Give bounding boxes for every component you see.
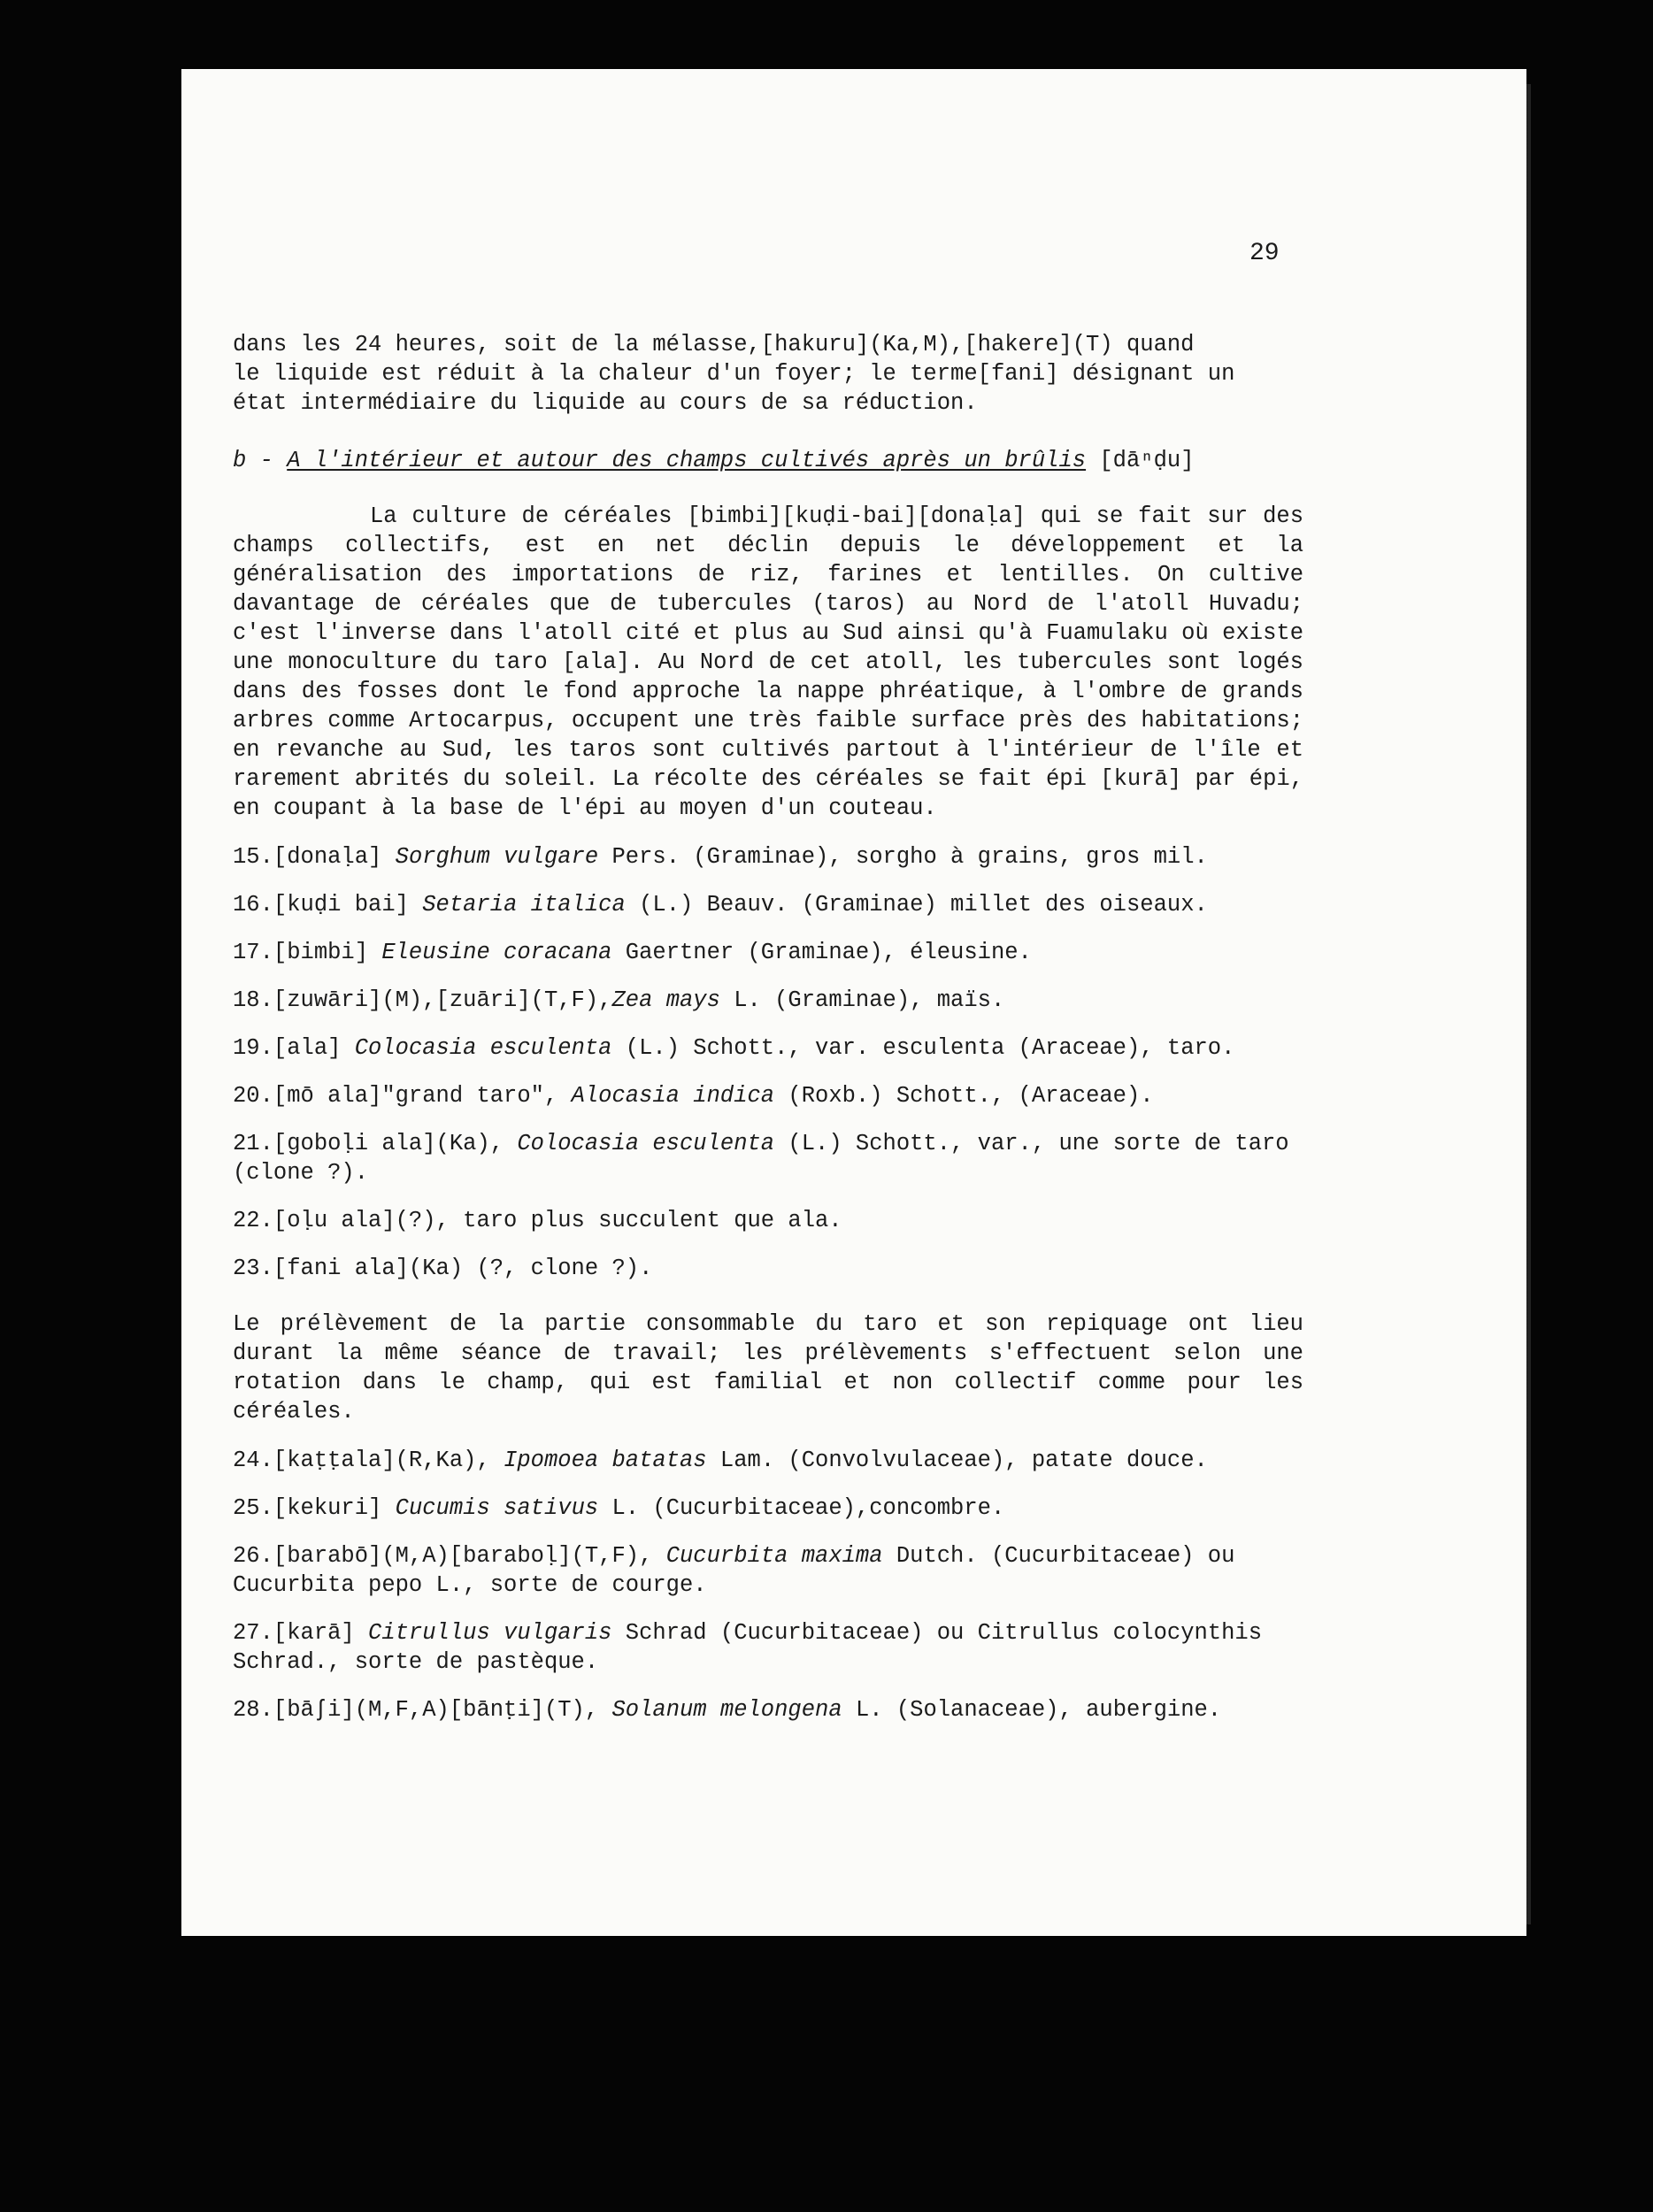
intro-line: état intermédiaire du liquide au cours de sa réduction. [233,390,978,416]
species-entry: 27.[karā] Citrullus vulgaris Schrad (Cucurbitaceae) ou Citrullus colocynthis Schrad., sorte de pastèque. [233,1620,1263,1675]
species-list-vegetables [233,1446,1303,1724]
section-heading [233,446,1303,475]
intro-line: dans les 24 heures, soit de la mélasse,[hakuru](Ka,M),[hakere](T) quand [233,332,1195,357]
species-entry: 25.[kekuri] Cucumis sativus L. (Cucurbitaceae),concombre. [233,1495,1005,1521]
page-number: 29 [1249,240,1280,267]
species-entry: 18.[zuwāri](M),[zuāri](T,F),Zea mays L. (Graminae), maïs. [233,987,1005,1013]
species-entry: 20.[mō ala]"grand taro", Alocasia indica (Roxb.) Schott., (Araceae). [233,1083,1154,1109]
species-entry: 26.[barabō](M,A)[baraboḷ](T,F), Cucurbita maxima Dutch. (Cucurbitaceae) ou Cucurbita pepo L., sorte de courge. [233,1543,1235,1598]
section-heading-title: A l'intérieur et autour des champs cultivés après un brûlis [287,448,1087,473]
section-heading-prefix: b - [233,448,288,473]
species-entry: 15.[donaḷa] Sorghum vulgare Pers. (Graminae), sorgho à grains, gros mil. [233,844,1208,870]
species-entry: 22.[oḷu ala](?), taro plus succulent que ala. [233,1208,842,1233]
species-entry: 28.[bāʃi](M,F,A)[bānṭi](T), Solanum melongena L. (Solanaceae), aubergine. [233,1697,1222,1723]
page-content [233,330,1303,1724]
species-entry: 19.[ala] Colocasia esculenta (L.) Schott., var. esculenta (Araceae), taro. [233,1035,1235,1061]
body-paragraph-taro: Le prélèvement de la partie consommable du taro et son repiquage ont lieu durant la même séance de travail; les prélèvements s'effectuent selon une rotation dans le champ, qui est familial et non collectif comme pour les céréales. [233,1311,1303,1425]
species-entry: 21.[goboḷi ala](Ka), Colocasia esculenta (L.) Schott., var., une sorte de taro (clone ?). [233,1131,1289,1186]
species-entry: 24.[kaṭṭala](R,Ka), Ipomoea batatas Lam. (Convolvulaceae), patate douce. [233,1448,1208,1473]
document-page [181,69,1526,1936]
species-list-cereals [233,842,1303,1283]
species-entry: 17.[bimbi] Eleusine coracana Gaertner (Graminae), éleusine. [233,940,1032,965]
intro-paragraph [233,330,1303,418]
body-paragraph-cereals: La culture de céréales [bimbi][kuḍi-bai][donaḷa] qui se fait sur des champs collectifs, est en net déclin depuis le développement et la généralisation des importations de riz, farines et lentilles. On cultive davantage de céréales que de tubercules (taros) au Nord de l'atoll Huvadu; c'est l'inverse dans l'atoll cité et plus au Sud ainsi qu'à Fuamulaku où existe une monoculture du taro [ala]. Au Nord de cet atoll, les tubercules sont logés dans des fosses dont le fond approche la nappe phréatique, à l'ombre de grands arbres comme Artocarpus, occupent une très faible surface près des habitations; en revanche au Sud, les taros sont cultivés partout à l'intérieur de l'île et rarement abrités du soleil. La récolte des céréales se fait épi [kurā] par épi, en coupant à la base de l'épi au moyen d'un couteau. [233,503,1303,821]
species-entry: 23.[fani ala](Ka) (?, clone ?). [233,1256,653,1281]
section-heading-phonetic: [dāⁿḍu] [1086,448,1195,473]
species-entry: 16.[kuḍi bai] Setaria italica (L.) Beauv. (Graminae) millet des oiseaux. [233,892,1208,918]
intro-line: le liquide est réduit à la chaleur d'un foyer; le terme[fani] désignant un [233,361,1235,387]
